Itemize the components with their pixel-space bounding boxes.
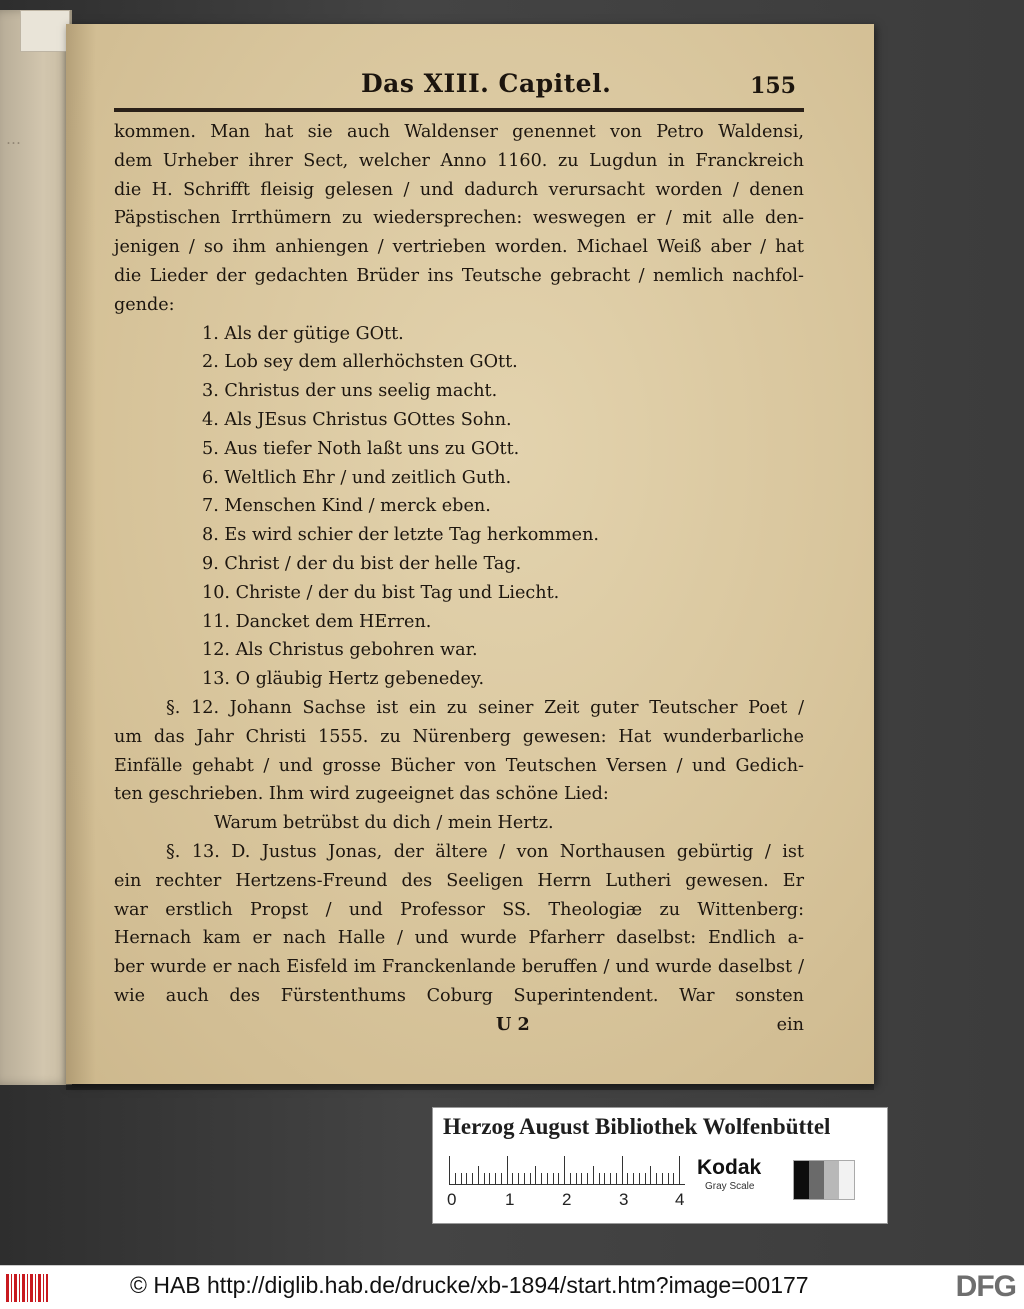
copyright-url: © HAB http://diglib.hab.de/drucke/xb-1894/start.htm?image=00177 bbox=[130, 1272, 809, 1298]
text-line: gende: bbox=[114, 294, 175, 315]
song-item: 12. Als Christus gebohren war. bbox=[202, 640, 478, 661]
ruler-tick bbox=[587, 1173, 588, 1184]
page-foot bbox=[114, 1011, 804, 1041]
text-line: ber wurde er nach Eisfeld im Franckenlande beruffen / und wurde daselbst / bbox=[114, 957, 804, 978]
bleed-through-text: … bbox=[6, 130, 21, 148]
song-list bbox=[114, 320, 804, 694]
text-line: war erstlich Propst / und Professor SS. Theologiæ zu Wittenberg: bbox=[114, 899, 804, 920]
text-line: dem Urheber ihrer Sect, welcher Anno 1160. zu Lugdun in Franckreich bbox=[114, 150, 804, 171]
hab-barcode-icon bbox=[6, 1274, 48, 1302]
ruler-label: 3 bbox=[619, 1190, 629, 1209]
ruler-tick bbox=[570, 1173, 571, 1184]
song-item: 10. Christe / der du bist Tag und Liecht. bbox=[202, 582, 560, 603]
page-header bbox=[116, 69, 796, 109]
book-page bbox=[66, 24, 874, 1084]
text-line: Päpstischen Irrthümern zu wiedersprechen: weswegen er / mit alle den- bbox=[114, 208, 804, 229]
text-line: wie auch des Fürstenthums Coburg Superintendent. War sonsten bbox=[114, 985, 804, 1006]
song-title: Warum betrübst du dich / mein Hertz. bbox=[214, 813, 554, 834]
ruler-tick bbox=[599, 1173, 600, 1184]
ruler-tick bbox=[558, 1173, 559, 1184]
ruler-tick bbox=[524, 1173, 525, 1184]
ruler-tick bbox=[553, 1173, 554, 1184]
song-item: 11. Dancket dem HErren. bbox=[202, 611, 432, 632]
ruler-label: 0 bbox=[447, 1190, 457, 1209]
gray-swatch bbox=[809, 1161, 824, 1199]
ruler-tick bbox=[449, 1156, 450, 1184]
text-line: ten geschrieben. Ihm wird zugeeignet das schöne Lied: bbox=[114, 784, 609, 805]
text-line: §. 12. Johann Sachse ist ein zu seiner Zeit guter Teutscher Poet / bbox=[166, 697, 804, 718]
song-item: 1. Als der gütige GOtt. bbox=[202, 323, 404, 344]
ruler-tick bbox=[679, 1156, 680, 1184]
page-shadow bbox=[66, 1084, 874, 1090]
ruler-tick bbox=[541, 1173, 542, 1184]
song-item: 13. O gläubig Hertz gebenedey. bbox=[202, 669, 485, 690]
ruler-tick bbox=[495, 1173, 496, 1184]
ruler-tick bbox=[518, 1173, 519, 1184]
ruler-tick bbox=[472, 1173, 473, 1184]
ruler-baseline bbox=[449, 1184, 685, 1185]
ruler-tick bbox=[604, 1173, 605, 1184]
ruler-tick bbox=[501, 1173, 502, 1184]
page-body bbox=[114, 118, 804, 1041]
text-line: Hernach kam er nach Halle / und wurde Pfarherr daselbst: Endlich a- bbox=[114, 928, 804, 949]
text-line: um das Jahr Christi 1555. zu Nürenberg gewesen: Hat wunderbarliche bbox=[114, 726, 804, 747]
paper-tab bbox=[20, 10, 70, 52]
song-item: 4. Als JEsus Christus GOttes Sohn. bbox=[202, 409, 512, 430]
text-line: Einfälle gehabt / und grosse Bücher von Teutschen Versen / und Gedich- bbox=[114, 755, 804, 776]
ruler-tick bbox=[455, 1173, 456, 1184]
text-line: ein rechter Hertzens-Freund des Seeligen Herrn Lutheri gewesen. Er bbox=[114, 870, 804, 891]
text-line: die Lieder der gedachten Brüder ins Teutsche gebracht / nemlich nachfol- bbox=[114, 265, 804, 286]
ruler-tick bbox=[461, 1173, 462, 1184]
ruler-tick bbox=[564, 1156, 565, 1184]
ruler-tick bbox=[610, 1173, 611, 1184]
header-rule bbox=[114, 108, 804, 112]
song-item: 7. Menschen Kind / merck eben. bbox=[202, 496, 491, 517]
gray-swatch bbox=[824, 1161, 839, 1199]
song-item: 2. Lob sey dem allerhöchsten GOtt. bbox=[202, 352, 518, 373]
catchword: ein bbox=[776, 1014, 804, 1035]
kodak-logo: Kodak bbox=[697, 1156, 762, 1179]
ruler-tick bbox=[673, 1173, 674, 1184]
ruler-tick bbox=[633, 1173, 634, 1184]
library-name: Herzog August Bibliothek Wolfenbüttel bbox=[443, 1114, 831, 1139]
running-title: Das XIII. Capitel. bbox=[361, 69, 612, 98]
ruler-tick bbox=[656, 1173, 657, 1184]
ruler-tick bbox=[616, 1173, 617, 1184]
color-target-card bbox=[432, 1107, 888, 1224]
ruler-tick bbox=[512, 1173, 513, 1184]
gray-scale-label: Gray Scale bbox=[705, 1181, 755, 1192]
page-number: 155 bbox=[750, 73, 796, 99]
gray-swatch bbox=[839, 1161, 854, 1199]
ruler-tick bbox=[507, 1156, 508, 1184]
gray-scale-swatches bbox=[793, 1160, 855, 1200]
text-line: die H. Schrifft fleisig gelesen / und dadurch verursacht worden / denen bbox=[114, 179, 804, 200]
facing-page-edge bbox=[0, 10, 72, 1085]
ruler-tick bbox=[530, 1173, 531, 1184]
text-line: jenigen / so ihm anhiengen / vertrieben worden. Michael Weiß aber / hat bbox=[114, 237, 804, 258]
gray-swatch bbox=[794, 1161, 809, 1199]
paragraph-13 bbox=[114, 838, 804, 1011]
text-line: kommen. Man hat sie auch Waldenser genennet von Petro Waldensi, bbox=[114, 122, 804, 142]
ruler-label: 2 bbox=[562, 1190, 572, 1209]
song-item: 5. Aus tiefer Noth laßt uns zu GOtt. bbox=[202, 438, 520, 459]
ruler-label: 4 bbox=[675, 1190, 685, 1209]
ruler-tick bbox=[668, 1173, 669, 1184]
ruler-tick bbox=[650, 1166, 651, 1184]
text-line: §. 13. D. Justus Jonas, der ältere / von Northausen gebürtig / ist bbox=[166, 841, 804, 862]
ruler-tick bbox=[662, 1173, 663, 1184]
footer-bar bbox=[0, 1265, 1024, 1309]
song-item: 9. Christ / der du bist der helle Tag. bbox=[202, 553, 522, 574]
song-item: 6. Weltlich Ehr / und zeitlich Guth. bbox=[202, 467, 512, 488]
paragraph-12 bbox=[114, 694, 804, 838]
song-item: 8. Es wird schier der letzte Tag herkommen. bbox=[202, 525, 600, 546]
ruler-tick bbox=[466, 1173, 467, 1184]
ruler-tick bbox=[593, 1166, 594, 1184]
ruler-tick bbox=[489, 1173, 490, 1184]
ruler-tick bbox=[627, 1173, 628, 1184]
ruler-tick bbox=[639, 1173, 640, 1184]
song-item: 3. Christus der uns seelig macht. bbox=[202, 381, 498, 402]
ruler-tick bbox=[622, 1156, 623, 1184]
ruler-label: 1 bbox=[505, 1190, 515, 1209]
scale-ruler bbox=[449, 1156, 685, 1184]
dfg-logo: DFG bbox=[955, 1270, 1016, 1303]
ruler-tick bbox=[535, 1166, 536, 1184]
ruler-tick bbox=[547, 1173, 548, 1184]
ruler-tick bbox=[484, 1173, 485, 1184]
signature-mark: U 2 bbox=[496, 1013, 530, 1035]
ruler-tick bbox=[478, 1166, 479, 1184]
ruler-tick bbox=[645, 1173, 646, 1184]
ruler-tick bbox=[581, 1173, 582, 1184]
ruler-tick bbox=[576, 1173, 577, 1184]
